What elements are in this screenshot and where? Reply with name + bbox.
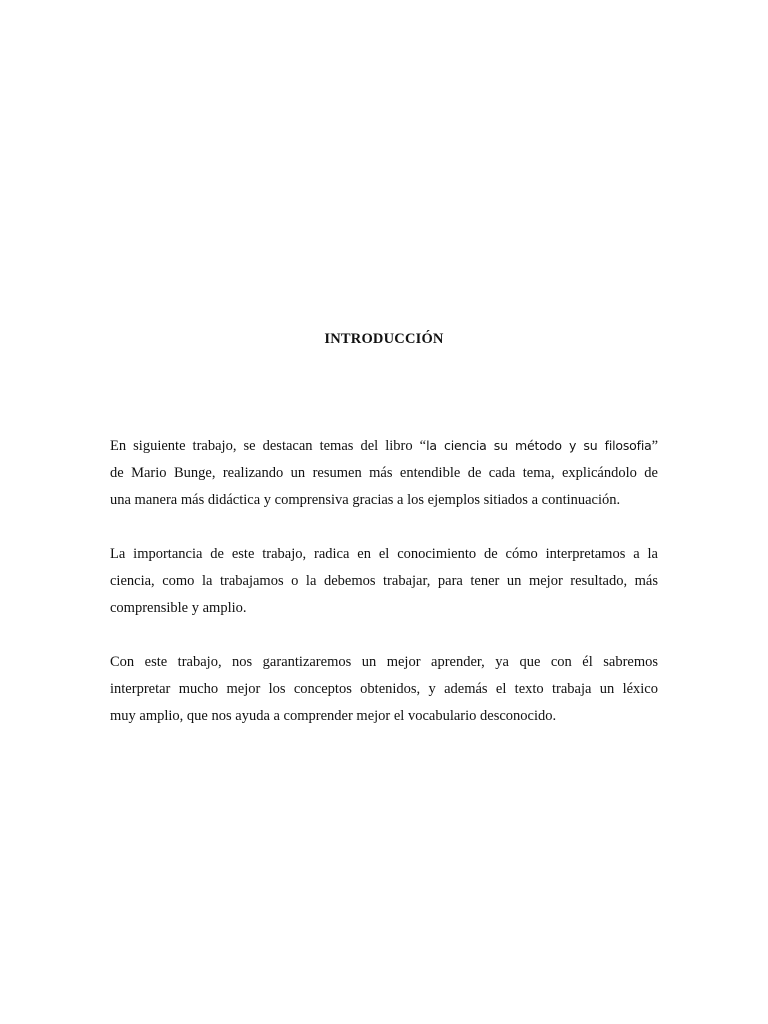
paragraph-3 [110, 649, 658, 730]
paragraph-line: La importancia de este trabajo, radica en el conocimiento de cómo interpretamos a la [110, 546, 658, 562]
paragraph-2 [110, 541, 658, 622]
paragraph-line [110, 432, 658, 460]
paragraph-line: una manera más didáctica y comprensiva gracias a los ejemplos sitiados a continuación. [110, 492, 621, 508]
book-title-text: la ciencia su método y su filosofia [426, 438, 652, 453]
paragraph-line: Con este trabajo, nos garantizaremos un mejor aprender, ya que con él sabremos [110, 654, 658, 670]
paragraph-line: de Mario Bunge, realizando un resumen más entendible de cada tema, explicándolo de [110, 465, 658, 481]
line-text: ” [651, 438, 658, 454]
page-title: INTRODUCCIÓN [324, 331, 444, 347]
paragraph-1 [110, 432, 658, 514]
paragraph-line: muy amplio, que nos ayuda a comprender mejor el vocabulario desconocido. [110, 708, 557, 724]
paragraph-line: ciencia, como la trabajamos o la debemos trabajar, para tener un mejor resultado, más [110, 573, 658, 589]
paragraph-line: comprensible y amplio. [110, 600, 247, 616]
paragraph-line: interpretar mucho mejor los conceptos obtenidos, y además el texto trabaja un léxico [110, 681, 658, 697]
line-text: En siguiente trabajo, se destacan temas del libro “ [110, 438, 427, 454]
